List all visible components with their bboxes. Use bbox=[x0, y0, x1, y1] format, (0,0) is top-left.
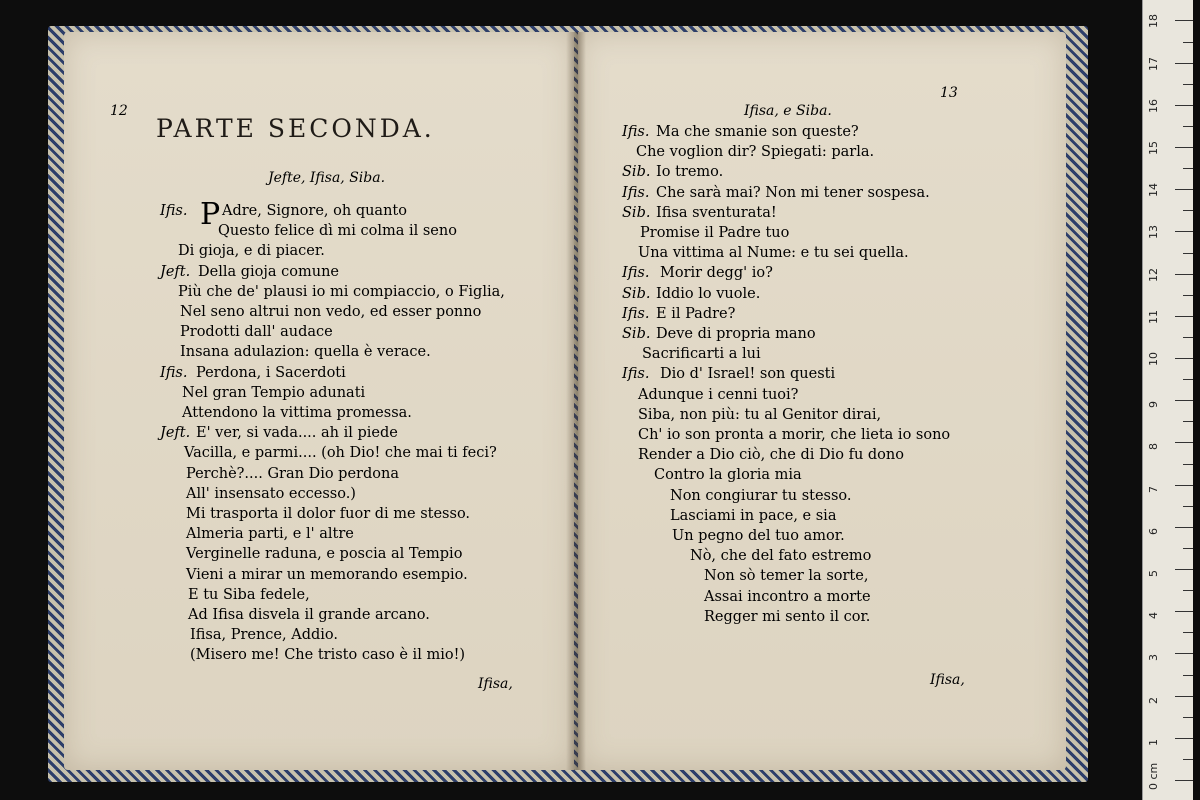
ruler-number: 6 bbox=[1147, 527, 1160, 535]
verse-text: Contro la gloria mia bbox=[654, 467, 802, 484]
ruler-cm-tick bbox=[1175, 442, 1193, 443]
ruler-number: 11 bbox=[1147, 309, 1160, 324]
ruler-half-tick bbox=[1183, 675, 1193, 676]
ruler-number: 2 bbox=[1147, 696, 1160, 704]
verse-text: Regger mi sento il cor. bbox=[704, 608, 871, 625]
verse-text: Ifisa, Prence, Addio. bbox=[190, 627, 338, 644]
verse-text: Verginelle raduna, e poscia al Tempio bbox=[186, 546, 463, 563]
verse-text: E il Padre? bbox=[656, 305, 736, 322]
verse-text: Che sarà mai? Non mi tener sospesa. bbox=[656, 184, 930, 201]
speaker-label: Jeft. bbox=[160, 425, 191, 442]
verse-text: Ifisa sventurata! bbox=[656, 204, 777, 221]
verse-text: Deve di propria mano bbox=[656, 326, 816, 342]
speaker-label: Sib. bbox=[622, 164, 651, 181]
ruler-half-tick bbox=[1183, 379, 1193, 380]
verse-text: Adre, Signore, oh quanto bbox=[222, 203, 407, 219]
speaker-label: Ifis. bbox=[160, 203, 188, 219]
speaker-label: Ifis. bbox=[622, 366, 650, 383]
speaker-label: Sib. bbox=[622, 204, 651, 221]
verse-text: E' ver, si vada.... ah il piede bbox=[196, 425, 398, 442]
verse-text: Ch' io son pronta a morir, che lieta io sono bbox=[638, 427, 951, 443]
ruler-number: 8 bbox=[1147, 443, 1160, 451]
left-catchword: Ifisa, bbox=[478, 676, 513, 692]
verse-text: Perchè?.... Gran Dio perdona bbox=[186, 465, 399, 482]
ruler-half-tick bbox=[1183, 253, 1193, 254]
verse-text: Perdona, i Sacerdoti bbox=[196, 364, 346, 381]
ruler-number: 1 bbox=[1147, 738, 1160, 746]
verse-text: Una vittima al Nume: e tu sei quella. bbox=[638, 245, 909, 262]
speaker-label: Sib. bbox=[622, 326, 651, 342]
speaker-label: Sib. bbox=[622, 285, 651, 302]
ruler-cm-tick bbox=[1175, 485, 1193, 486]
book-gutter bbox=[566, 32, 586, 770]
ruler-half-tick bbox=[1183, 126, 1193, 127]
right-page-number: 13 bbox=[940, 85, 958, 101]
ruler-half-tick bbox=[1183, 464, 1193, 465]
verse-text: Vacilla, e parmi.... (oh Dio! che mai ti feci? bbox=[184, 445, 497, 462]
ruler-cm-tick bbox=[1175, 147, 1193, 148]
speaker-label: Ifis. bbox=[622, 265, 650, 282]
ruler-number: 18 bbox=[1147, 14, 1160, 29]
verse-text: Dio d' Israel! son questi bbox=[660, 366, 836, 383]
ruler-number: 9 bbox=[1147, 401, 1160, 409]
page-title: PARTE SECONDA. bbox=[156, 114, 435, 143]
ruler-cm-tick bbox=[1175, 696, 1193, 697]
verse-text: Ma che smanie son queste? bbox=[656, 124, 859, 140]
verse-text: Più che de' plausi io mi compiaccio, o Figlia, bbox=[178, 283, 505, 300]
verse-text: Promise il Padre tuo bbox=[640, 225, 790, 241]
verse-text: Io tremo. bbox=[656, 164, 724, 181]
verse-text: Mi trasporta il dolor fuor di me stesso. bbox=[186, 506, 471, 522]
ruler-cm-tick bbox=[1175, 653, 1193, 654]
ruler-half-tick bbox=[1183, 295, 1193, 296]
ruler-number: 10 bbox=[1147, 352, 1160, 366]
ruler-cm-tick bbox=[1175, 400, 1193, 401]
verse-text: Prodotti dall' audace bbox=[180, 324, 333, 341]
ruler-number: 14 bbox=[1147, 183, 1160, 198]
ruler-half-tick bbox=[1183, 632, 1193, 633]
ruler-cm-tick bbox=[1175, 358, 1193, 359]
verse-text: E tu Siba fedele, bbox=[188, 586, 310, 603]
speaker-label: Ifis. bbox=[160, 364, 188, 381]
right-catchword: Ifisa, bbox=[930, 672, 965, 688]
ruler-cm-tick bbox=[1175, 20, 1193, 21]
ruler-half-tick bbox=[1183, 210, 1193, 211]
ruler-half-tick bbox=[1183, 84, 1193, 85]
ruler-number: 3 bbox=[1147, 654, 1160, 662]
verse-text: Iddio lo vuole. bbox=[656, 285, 761, 302]
verse-text: All' insensato eccesso.) bbox=[186, 485, 356, 502]
ruler-half-tick bbox=[1183, 42, 1193, 43]
verse-text: Nel gran Tempio adunati bbox=[182, 384, 366, 401]
ruler-number: 15 bbox=[1147, 141, 1160, 155]
ruler-half-tick bbox=[1183, 337, 1193, 338]
verse-text: Assai incontro a morte bbox=[704, 588, 871, 605]
verse-text: Che voglion dir? Spiegati: parla. bbox=[636, 144, 875, 161]
verse-text: Render a Dio ciò, che di Dio fu dono bbox=[638, 447, 904, 464]
verse-text: Almeria parti, e l' altre bbox=[186, 526, 354, 543]
verse-text: Insana adulazion: quella è verace. bbox=[180, 344, 431, 361]
verse-text: Della gioja comune bbox=[198, 263, 339, 280]
drop-cap: P bbox=[200, 197, 221, 232]
ruler-cm-tick bbox=[1175, 189, 1193, 190]
verse-text: Siba, non più: tu al Genitor dirai, bbox=[638, 406, 882, 423]
ruler-half-tick bbox=[1183, 506, 1193, 507]
ruler-half-tick bbox=[1183, 717, 1193, 718]
ruler-cm-tick bbox=[1175, 105, 1193, 106]
ruler-cm-tick bbox=[1175, 316, 1193, 317]
left-scene-heading: Jefte, Ifisa, Siba. bbox=[268, 170, 386, 186]
verse-text: Non sò temer la sorte, bbox=[704, 568, 869, 585]
speaker-label: Jeft. bbox=[160, 263, 191, 280]
verse-text: Attendono la vittima promessa. bbox=[182, 405, 412, 421]
ruler-number: 12 bbox=[1147, 267, 1160, 282]
verse-text: (Misero me! Che tristo caso è il mio!) bbox=[190, 647, 466, 664]
ruler-half-tick bbox=[1183, 421, 1193, 422]
ruler-half-tick bbox=[1183, 590, 1193, 591]
ruler-cm-tick bbox=[1175, 569, 1193, 570]
verse-text: Nel seno altrui non vedo, ed esser ponno bbox=[180, 304, 482, 320]
measurement-ruler bbox=[1142, 0, 1193, 800]
verse-text: Di gioja, e di piacer. bbox=[178, 243, 325, 260]
verse-text: Non congiurar tu stesso. bbox=[670, 487, 852, 504]
ruler-number: 16 bbox=[1147, 98, 1160, 113]
right-scene-heading: Ifisa, e Siba. bbox=[744, 103, 832, 119]
verse-text: Sacrificarti a lui bbox=[642, 346, 761, 363]
ruler-cm-tick bbox=[1175, 611, 1193, 612]
ruler-cm-tick bbox=[1175, 274, 1193, 275]
ruler-number: 5 bbox=[1147, 570, 1160, 577]
verse-text: Vieni a mirar un memorando esempio. bbox=[186, 566, 468, 583]
ruler-cm-tick bbox=[1175, 527, 1193, 528]
speaker-label: Ifis. bbox=[622, 184, 650, 201]
ruler-number: 4 bbox=[1147, 612, 1160, 620]
ruler-cm-tick bbox=[1175, 780, 1193, 781]
ruler-number: 13 bbox=[1147, 225, 1160, 240]
verse-text: Un pegno del tuo amor. bbox=[672, 528, 845, 544]
ruler-cm-tick bbox=[1175, 63, 1193, 64]
verse-text: Lasciami in pace, e sia bbox=[670, 507, 837, 524]
ruler-half-tick bbox=[1183, 168, 1193, 169]
verse-text: Questo felice dì mi colma il seno bbox=[218, 223, 457, 240]
ruler-number: 17 bbox=[1147, 56, 1160, 71]
ruler-unit-label: 0 cm bbox=[1147, 762, 1160, 790]
ruler-half-tick bbox=[1183, 548, 1193, 549]
ruler-half-tick bbox=[1183, 759, 1193, 760]
verse-text: Adunque i cenni tuoi? bbox=[638, 386, 799, 403]
left-page-number: 12 bbox=[110, 103, 128, 119]
ruler-cm-tick bbox=[1175, 738, 1193, 739]
speaker-label: Ifis. bbox=[622, 124, 650, 140]
verse-text: Ad Ifisa disvela il grande arcano. bbox=[188, 607, 430, 623]
verse-text: Nò, che del fato estremo bbox=[690, 548, 872, 565]
verse-text: Morir degg' io? bbox=[660, 265, 773, 282]
ruler-number: 7 bbox=[1147, 485, 1160, 493]
speaker-label: Ifis. bbox=[622, 305, 650, 322]
ruler-cm-tick bbox=[1175, 231, 1193, 232]
